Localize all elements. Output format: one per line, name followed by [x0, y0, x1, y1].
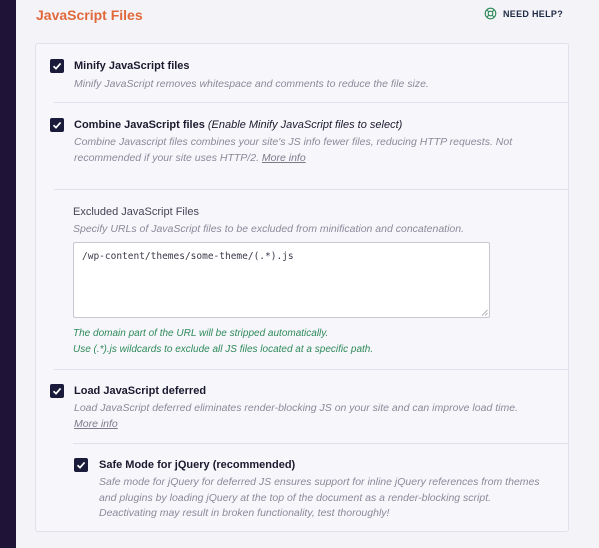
excluded-js-note-line2: Use (.*).js wildcards to exclude all JS files located at a specific path. — [73, 344, 374, 355]
safe-mode-jquery-label: Safe Mode for jQuery (recommended) — [99, 459, 296, 471]
excluded-js-value: /wp-content/themes/some-theme/(.*).js — [82, 251, 294, 262]
defer-js-checkbox[interactable] — [50, 384, 64, 398]
divider — [54, 189, 568, 190]
defer-js-more-info-link[interactable]: More info — [74, 417, 118, 430]
divider — [54, 369, 568, 370]
safe-mode-jquery-checkbox[interactable] — [74, 458, 88, 472]
combine-js-checkbox[interactable] — [50, 118, 64, 132]
check-icon — [52, 61, 62, 71]
divider — [73, 443, 568, 444]
divider — [54, 102, 568, 103]
excluded-js-description: Specify URLs of JavaScript files to be excluded from minification and concatenation. — [73, 223, 465, 235]
combine-js-description-line2-text: recommended if your site uses HTTP/2. — [74, 151, 259, 164]
minify-js-checkbox[interactable] — [50, 59, 64, 73]
combine-js-description — [74, 135, 544, 166]
options-card — [35, 43, 569, 532]
defer-js-description — [74, 401, 544, 432]
combine-js-more-info-link[interactable]: More info — [261, 151, 306, 164]
defer-js-label: Load JavaScript deferred — [74, 385, 207, 397]
excluded-js-note-line1: The domain part of the URL will be stripped automatically. — [73, 328, 329, 339]
minify-js-description: Minify JavaScript removes whitespace and comments to reduce the file size. — [74, 78, 429, 90]
excluded-js-textarea[interactable] — [73, 242, 490, 318]
combine-js-label-text: Combine JavaScript files — [74, 119, 205, 131]
need-help-label: NEED HELP? — [502, 8, 563, 19]
safe-mode-description-line1: Safe mode for jQuery for deferred JS ensures support for inline jQuery references from themes — [99, 476, 540, 488]
section-header — [16, 0, 599, 32]
section-title: JavaScript Files — [36, 7, 143, 23]
combine-js-label-note: (Enable Minify JavaScript files to select) — [207, 119, 403, 131]
safe-mode-jquery-description — [99, 475, 564, 522]
need-help-button[interactable] — [484, 7, 563, 20]
combine-js-label — [74, 119, 402, 131]
check-icon — [52, 386, 62, 396]
check-icon — [52, 120, 62, 130]
excluded-js-note — [73, 326, 373, 358]
safe-mode-description-line3: Deactivating may result in broken functionality, test thoroughly! — [99, 507, 390, 519]
combine-js-description-line2 — [74, 151, 544, 167]
defer-js-description-text: Load JavaScript deferred eliminates render-blocking JS on your site and can improve load time. — [74, 402, 518, 414]
excluded-js-title: Excluded JavaScript Files — [73, 206, 199, 218]
combine-js-description-line1: Combine Javascript files combines your site's JS info fewer files, reducing HTTP requests. Not — [74, 136, 513, 148]
check-icon — [76, 460, 86, 470]
safe-mode-description-line2: and plugins by loading jQuery at the top of the document as a render-blocking script. — [99, 491, 492, 504]
lifebuoy-icon — [484, 7, 497, 20]
settings-page — [16, 0, 599, 548]
minify-js-label: Minify JavaScript files — [74, 60, 190, 72]
resize-handle-icon[interactable] — [481, 309, 488, 316]
